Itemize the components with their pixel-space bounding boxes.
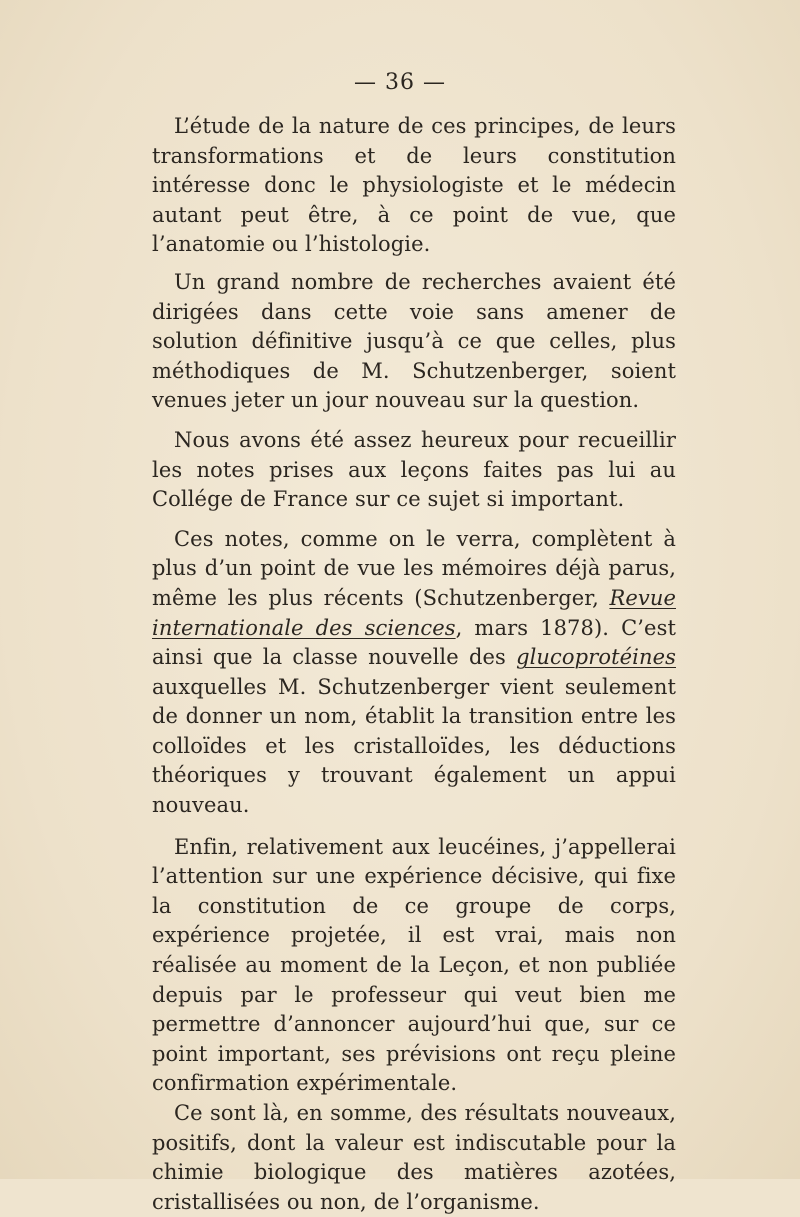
paragraph-2: Un grand nombre de recherches avaient été dirigées dans cette voie sans amener de solution définitive jusqu’à ce que celles, plus méthodiques de M. Schutzenberger, soient venues jeter un jour nouveau sur la question. bbox=[152, 269, 676, 413]
paragraph-5: Enfin, relativement aux leucéines, j’appellerai l’attention sur une expérience décisive, qui fixe la constitution de ce groupe de corps, expérience projetée, il est vrai, mais non réalisée au moment de la Leçon, et non publiée depuis par le professeur qui veut bien me permettre d’annoncer aujourd’hui que, sur ce point important, ses prévisions ont reçu pleine confirmation expérimentale. bbox=[152, 834, 676, 1096]
paragraph-1: L’étude de la nature de ces principes, de leurs transformations et de leurs constitution intéresse donc le physiologiste et le médecin autant peut être, à ce point de vue, que l’anatomie ou l’histologie. bbox=[152, 114, 676, 257]
paragraph-6: Ce sont là, en somme, des résultats nouveaux, positifs, dont la valeur est indiscutable pour la chimie biologique des matières azotées, cristallisées ou non, de l’organisme. bbox=[152, 1101, 676, 1214]
paragraph-4 bbox=[152, 525, 676, 821]
journal-title: Revue internationale des sciences bbox=[152, 585, 676, 640]
page-number: — 36 — bbox=[354, 70, 446, 95]
term-glucoproteines: glucoprotéines bbox=[516, 645, 676, 670]
paragraph-4-text-b: , mars 1878). C’est ainsi que la classe nouvelle des bbox=[152, 615, 676, 670]
paragraph-4-text-c: auxquelles M. Schutzenberger vient seulement de donner un nom, établit la transition entre les colloïdes et les cristalloïdes, les déductions théoriques y trouvant également un appui nouveau. bbox=[152, 674, 676, 818]
paragraph-4-text-a: Ces notes, comme on le verra, complètent à plus d’un point de vue les mémoires déjà parus, même les plus récents (Schutzenberger, bbox=[152, 526, 676, 610]
paragraph-3: Nous avons été assez heureux pour recueillir les notes prises aux leçons faites pas lui au Collége de France sur ce sujet si important. bbox=[152, 427, 676, 512]
body-text bbox=[152, 112, 676, 1217]
